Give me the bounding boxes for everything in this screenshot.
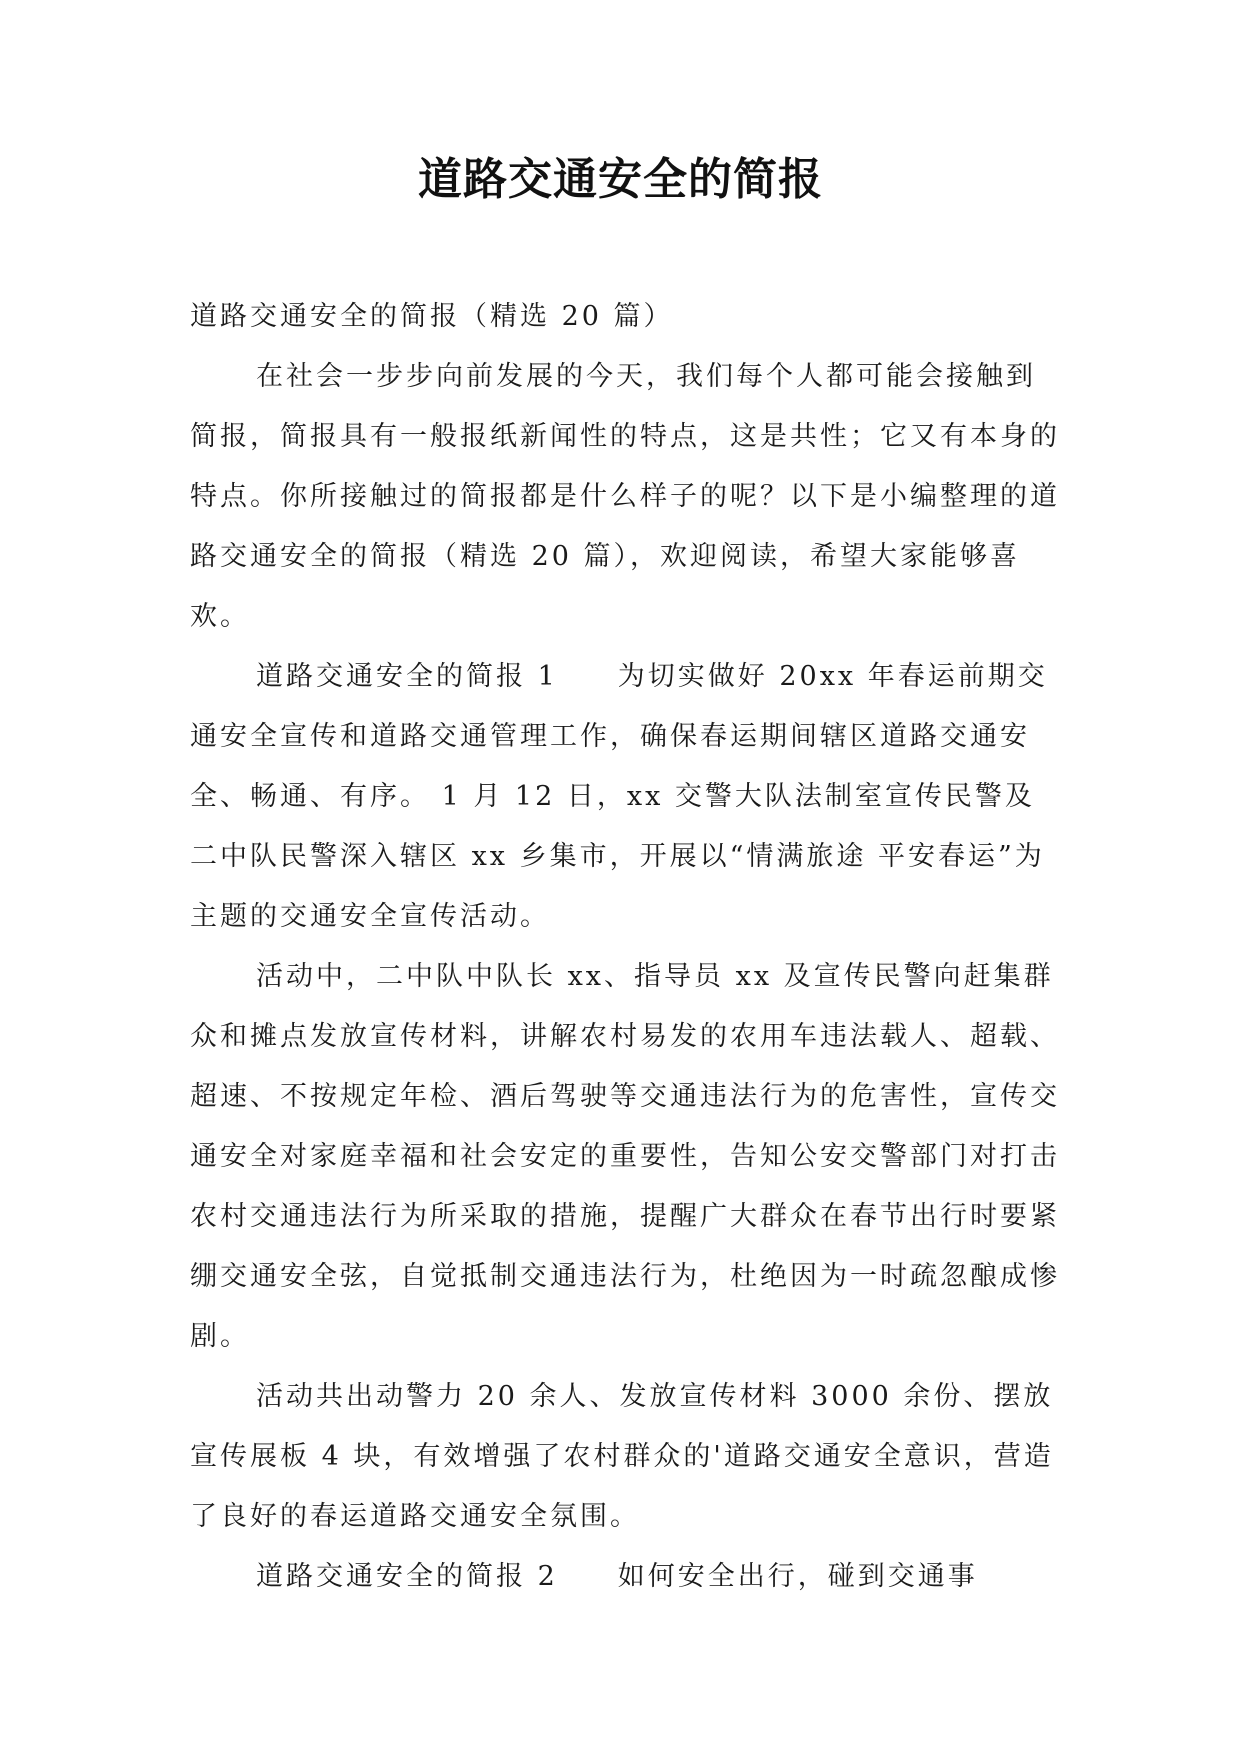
document-title: 道路交通安全的简报: [418, 154, 823, 205]
document-body: [190, 287, 1062, 1607]
paragraph-briefing-2: 道路交通安全的简报 2 如何安全出行，碰到交通事: [256, 1561, 978, 1592]
paragraph-results: 活动共出动警力 20 余人、发放宣传材料 3000 余份、摆放宣传展板 4 块，有效增强了农村群众的'道路交通安全意识，营造了良好的春运道路交通安全氛围。: [190, 1381, 1054, 1532]
paragraph-activity: 活动中，二中队中队长 xx、指导员 xx 及宣传民警向赶集群众和摊点发放宣传材料，讲解农村易发的农用车违法载人、超载、超速、不按规定年检、酒后驾驶等交通违法行为的危害性，宣传交通安全对家庭幸福和社会安定的重要性，告知公安交警部门对打击农村交通违法行为所采取的措施，提醒广大群众在春节出行时要紧绷交通安全弦，自觉抵制交通违法行为，杜绝因为一时疏忽酿成惨剧。: [190, 961, 1060, 1352]
paragraph-briefing-1: 道路交通安全的简报 1 为切实做好 20xx 年春运前期交通安全宣传和道路交通管理工作，确保春运期间辖区道路交通安全、畅通、有序。 1 月 12 日，xx 交警大队法制室宣传民警及二中队民警深入辖区 xx 乡集市，开展以“情满旅途 平安春运”为主题的交通安全宣传活动。: [190, 661, 1048, 932]
document-subtitle: 道路交通安全的简报（精选 20 篇）: [190, 301, 674, 332]
paragraph-intro: 在社会一步步向前发展的今天，我们每个人都可能会接触到简报，简报具有一般报纸新闻性的特点，这是共性；它又有本身的特点。你所接触过的简报都是什么样子的呢？以下是小编整理的道路交通安全的简报（精选 20 篇），欢迎阅读，希望大家能够喜欢。: [190, 361, 1060, 632]
